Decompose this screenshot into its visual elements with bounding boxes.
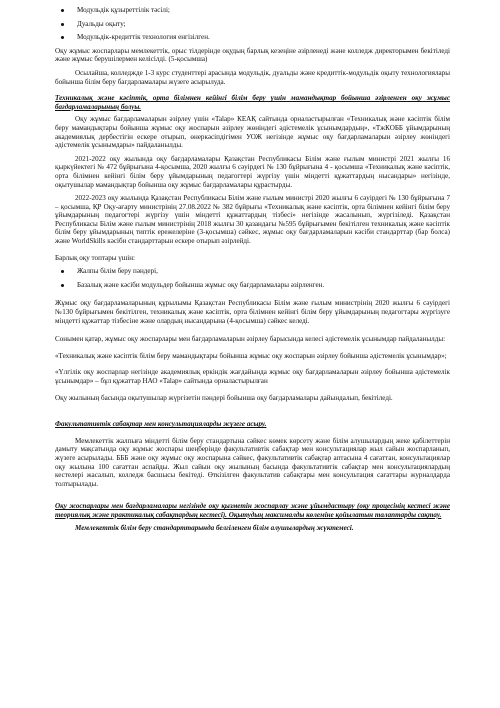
section-heading-planning: Оқу жоспарлары мен бағдарламалары негізінде оқу қызметін жоспарлау және ұйымдастыру (оқу процесінің кестесі және теориялық және практикалық сабақтардың кестесі). Оқытудың максималды көлеміне қойылатын талаптарды сақтау. [55,502,450,519]
list-item [55,6,450,15]
paragraph-technologies: Осылайша, колледжде 1-3 курс студенттері арасында модульдік, дуальды және кредиттік-модульдік оқыту технологиялары бойынша білім беру бағдарламалары жүзеге асырылуда. [55,68,450,86]
list-item-text: Дуальды оқыту; [77,19,126,28]
list-item [55,281,450,290]
list-item [55,33,450,42]
section-heading-programs: Техникалық және кәсіптік, орта білімнен кейінгі білім беру үшін мамандықтар бойынша әзірленген оқу жұмыс бағдарламаларының болуы. [55,94,450,111]
bullet-icon [61,23,64,26]
paragraph-methodology: Оқу жұмыс бағдарламаларын әзірлеу үшін «Talap» КЕАҚ сайтында орналастырылған «Техникалық және кәсіптік білім беру мамандықтары бойынша жұмыс оқу жоспарын әзірлеу жөніндегі әдістемелік ұсынымдардың», «ТжКОББ ұйымдарының академиялық дербестігін ескере отырып, өнеркәсіпдігімен УОЖ негізінде жұмыс оқу бағдарламаларын әзірлеу жөніндегі әдістемелік ұсынымдары» пайдаланылды. [55,115,450,150]
list-item-text: Модульдік құзыреттілік тәсілі; [77,6,170,14]
list-item-text: Базалық және кәсіби модульдер бойынша жұмыс оқу бағдарламалары әзірленген. [77,280,325,289]
list-item-text: Жалпы білім беру пәндері, [77,267,158,276]
bullet-icon [61,284,64,287]
bullet-icon [61,36,64,39]
paragraph-recommendations-intro: Сонымен қатар, жұмыс оқу жоспарлары мен бағдарламаларын әзірлеу барысында келесі әдістемелік ұсынымдар пайдаланылды: [55,335,446,344]
paragraph-year-start: Оқу жылының басында оқытушылар жүргізетін пәндері бойынша оқу бағдарламалары дайындалып, бекітіледі. [55,393,393,402]
bullet-icon [61,9,64,12]
paragraph-curriculum-approval: Оқу жұмыс жоспарлары мемлекеттік, орыс тілдерінде оқудың барлық кезеңіне әзірленеді және колледж директорымен бекітіледі және жұмыс берушілермен келісілді. (5-қосымша) [55,46,450,64]
paragraph-2021-2022: 2021-2022 оқу жылында оқу бағдарламалары Қазақстан Республикасы Білім және ғылым министрі 2021 жылғы 16 қыркүйектегі № 472 бұйрығына 4-қосымша, 2020 жылғы 6 сәуірдегі № 130 бұйрығына 4 - қосымша «Техникалық және кәсіптік, орта білімнен кейінгі білім беру ұйымдарының педагогтері жүргізу үшін міндетті құжаттардың нысандары» негізінде, оқытушылар мамандықтар бойынша оқу жұмыс бағдарламалары құрастырды. [55,154,450,189]
paragraph-2022-2023: 2022-2023 оқу жылында Қазақстан Республикасы Білім және ғылым министрі 2020 жылғы 6 сәуірдегі № 130 бұйрығына 7 – қосымша, ҚР Оқу-ағарту министрінің 27.08.2022 № 382 бұйрығы «Техникалық және кәсіптік, орта білімнен кейінгі білім беру ұйымдарының педагогтері жүргізу үшін міндетті құжаттардың тізбесі» негізінде жасалынып, жүргізіледі. Қазақстан Республикасы Білім және ғылым министрінің 2018 жылғы 30 қазандағы №595 бұйрығымен бекітілген техникалық және кәсіптік білім беру ұйымдарының типтік ережелеріне (3-қосымша) сәйкес, жұмыс оқу бағдарламаларын кәсіби стандарттар (бар болса) және WorldSkills кәсіби стандарттарын ескере отырып әзірлейді. [55,194,450,246]
bullet-icon [61,270,64,273]
list-item [55,267,450,276]
paragraph-electives: Мемлекеттік жалпыға міндетті білім беру стандартына сәйкес көмек көрсету және білім алушылардың жеке қабілеттерін дамыту мақсатында оқу жұмыс жоспары шеңберінде факультативтік сабақтар мен консультациялар жыл сайын жоспарланып, жүзеге асырылады. БББ және оқу жұмыс оқу жоспарына сәйкес, факультативтік сабақтар аптасына 4 сағаттан, консультациялар оқу жылына 100 сағаттан аспайды. Жыл сайын оқу жылының басында факультативтік сабақтар мен консультациялардың кестелері жасалып, колледж басшысы бекітеді. Өткізілген факультатив сабақтары мен консультация сағаттары журналдарда толтырылады. [55,436,450,488]
paragraph-structure: Жұмыс оқу бағдарламаларының құрылымы Қазақстан Республикасы Білім және ғылым министрінің 2020 жылғы 6 сәуірдегі №130 бұйрығымен бекітілген, техникалық және кәсіптік, орта білімнен кейінгі білім беру ұйымдарының педагогтары жүргізуге міндетті құжаттар тізбесіне және олардың нысандарына (4-қосымша) сәйкес келеді. [55,299,450,325]
paragraph-recommendation-2: «Үлгілік оқу жоспарлар негізінде академиялық еркіндік жағдайында жұмыс оқу бағдарламаларын әзірлеу бойынша әдістемелік ұсынымдар» – бұл құжаттар НАО «Talap» сайтында орналастырылған [55,368,450,385]
paragraph-student-load: Мемлекеттік білім беру стандарттарында белгіленген білім алушылардың жүктемесі. [75,523,354,532]
mid-bullet-list [55,267,450,289]
list-item [55,20,450,29]
list-item-text: Модульдік-кредиттік технология енгізілген. [77,33,210,42]
paragraph-recommendation-1: «Техникалық және кәсіптік білім беру мамандықтары бойынша жұмыс оқу жоспарын әзірлеу бойынша әдістемелік ұсынымдар»; [55,351,447,360]
paragraph-all-groups: Барлық оқу топтары үшін: [55,253,136,262]
section-heading-electives: Факультативтік сабақтар мен консультацияларды жүзеге асыру. [55,420,267,429]
top-bullet-list [55,6,450,42]
